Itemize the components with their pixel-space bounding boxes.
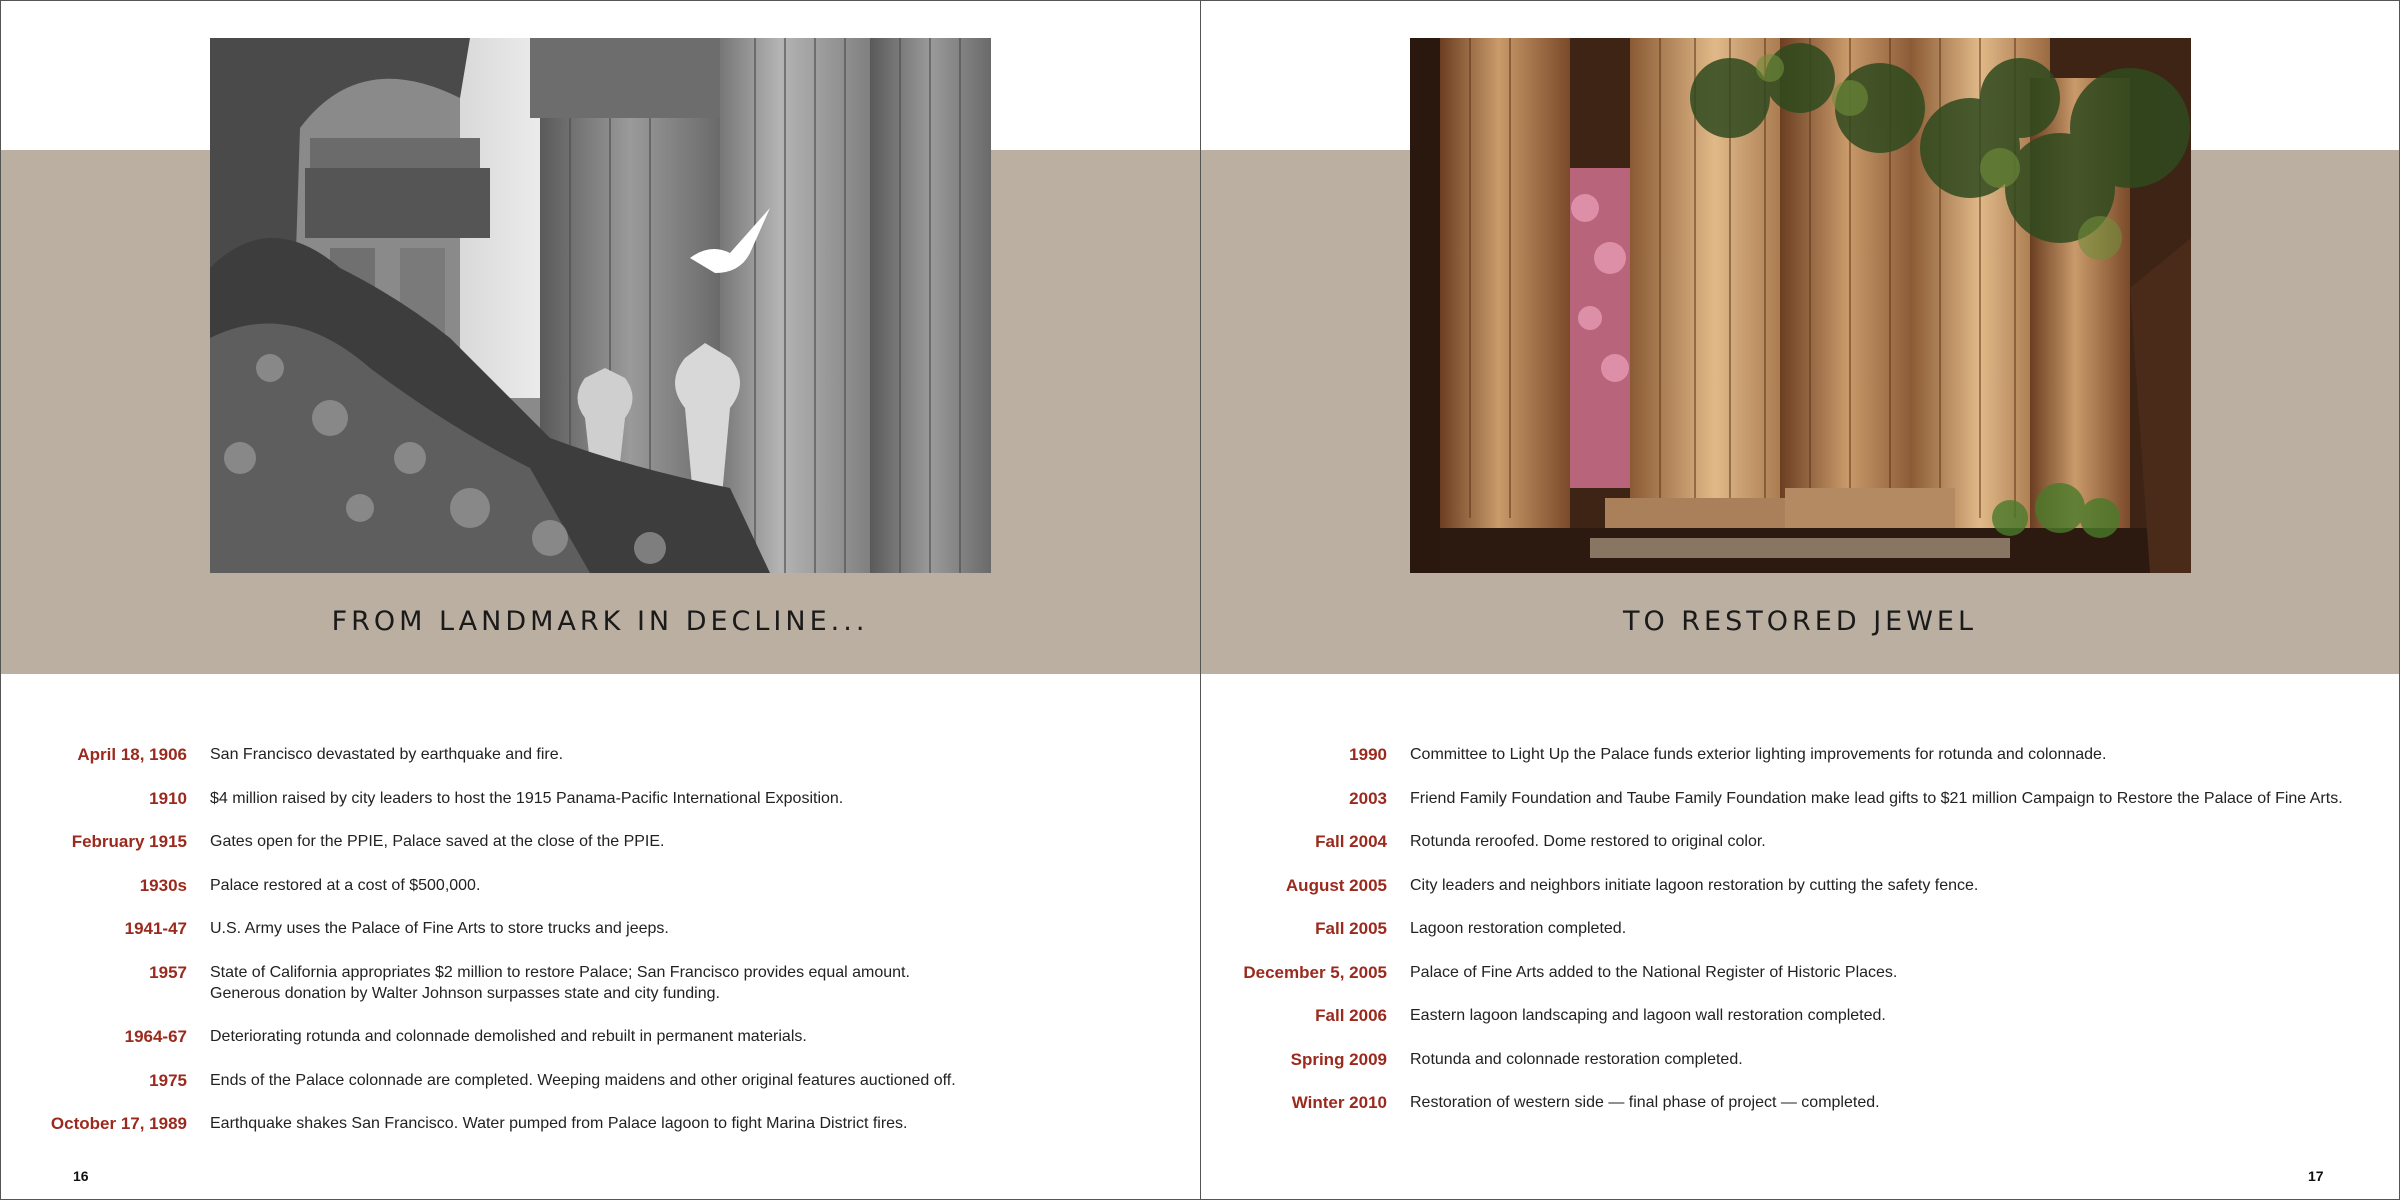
timeline-entry — [1230, 1092, 2370, 1113]
timeline-text: Palace of Fine Arts added to the National Register of Historic Places. — [1410, 963, 1898, 981]
timeline-entry — [30, 744, 1030, 765]
timeline-entry — [30, 1026, 1030, 1047]
timeline-date: 2003 — [1349, 788, 1387, 808]
timeline-text: Rotunda reroofed. Dome restored to original color. — [1410, 833, 1766, 850]
timeline-text: Friend Family Foundation and Taube Family Foundation make lead gifts to $21 million Campaign to Restore the Palace of Fine Arts. — [1410, 789, 2343, 807]
timeline-text: Eastern lagoon landscaping and lagoon wall restoration completed. — [1410, 1007, 1886, 1024]
timeline-text: Deteriorating rotunda and colonnade demolished and rebuilt in permanent materials. — [210, 1028, 807, 1045]
left-timeline — [30, 744, 1030, 1157]
timeline-text: Rotunda and colonnade restoration completed. — [1410, 1050, 1743, 1068]
timeline-text: San Francisco devastated by earthquake and fire. — [210, 746, 564, 763]
timeline-text: City leaders and neighbors initiate lagoon restoration by cutting the safety fence. — [1410, 876, 1979, 894]
timeline-date: Fall 2005 — [1315, 919, 1387, 938]
timeline-entry — [1230, 918, 2370, 939]
right-timeline — [1230, 744, 2370, 1136]
timeline-text: Lagoon restoration completed. — [1410, 920, 1627, 937]
timeline-date: April 18, 1906 — [77, 745, 187, 764]
timeline-entry — [30, 918, 1030, 939]
timeline-entry — [1230, 875, 2370, 896]
page-number-right: 17 — [2308, 1168, 2324, 1184]
timeline-date: 1964-67 — [124, 1027, 187, 1046]
timeline-text: Committee to Light Up the Palace funds exterior lighting improvements for rotunda and colonnade. — [1410, 746, 2107, 763]
timeline-text: Earthquake shakes San Francisco. Water pumped from Palace lagoon to fight Marina District fires. — [210, 1115, 908, 1132]
timeline-date: 1990 — [1349, 745, 1387, 764]
timeline-date: October 17, 1989 — [50, 1114, 187, 1133]
timeline-text: U.S. Army uses the Palace of Fine Arts to store trucks and jeeps. — [210, 920, 669, 937]
timeline-entry — [1230, 831, 2370, 852]
timeline-entry — [30, 1113, 1030, 1134]
timeline-text: $4 million raised by city leaders to host the 1915 Panama-Pacific International Exposition. — [210, 789, 844, 807]
timeline-entry — [30, 875, 1030, 896]
page-spine — [1200, 0, 1201, 1200]
timeline-entry — [30, 962, 1030, 1004]
timeline-text: Restoration of western side — final phase of project — completed. — [1410, 1094, 1880, 1111]
timeline-date: Fall 2004 — [1315, 832, 1387, 851]
timeline-text: Gates open for the PPIE, Palace saved at the close of the PPIE. — [210, 833, 665, 850]
timeline-text: Ends of the Palace colonnade are completed. Weeping maidens and other original features auctioned off. — [210, 1071, 956, 1089]
timeline-date: 1957 — [149, 962, 187, 982]
left-page-heading: FROM LANDMARK IN DECLINE... — [331, 606, 869, 637]
timeline-entry — [1230, 1049, 2370, 1070]
right-page-heading: TO RESTORED JEWEL — [1622, 606, 1978, 637]
timeline-entry — [1230, 744, 2370, 765]
timeline-entry — [1230, 962, 2370, 983]
timeline-entry — [30, 831, 1030, 852]
timeline-date: Fall 2006 — [1315, 1006, 1387, 1025]
timeline-entry — [30, 1070, 1030, 1091]
timeline-text: State of California appropriates $2 million to restore Palace; San Francisco provides equal amount. Generous donation by Walter Johnson surpasses state and city funding. — [210, 963, 910, 1002]
timeline-date: 1910 — [149, 788, 187, 808]
timeline-date: Winter 2010 — [1291, 1093, 1387, 1112]
timeline-entry — [30, 788, 1030, 809]
timeline-date: 1975 — [149, 1070, 187, 1090]
restored-jewel-photo — [1410, 38, 2191, 573]
timeline-text: Palace restored at a cost of $500,000. — [210, 876, 481, 894]
timeline-date: August 2005 — [1285, 875, 1387, 895]
timeline-date: 1930s — [139, 875, 187, 895]
timeline-date: February 1915 — [71, 832, 187, 851]
timeline-date: December 5, 2005 — [1243, 962, 1387, 982]
timeline-entry — [1230, 1005, 2370, 1026]
timeline-date: Spring 2009 — [1290, 1049, 1387, 1069]
timeline-entry — [1230, 788, 2370, 809]
timeline-date: 1941-47 — [124, 919, 187, 938]
landmark-decline-photo — [210, 38, 991, 573]
page-number-left: 16 — [73, 1168, 89, 1184]
